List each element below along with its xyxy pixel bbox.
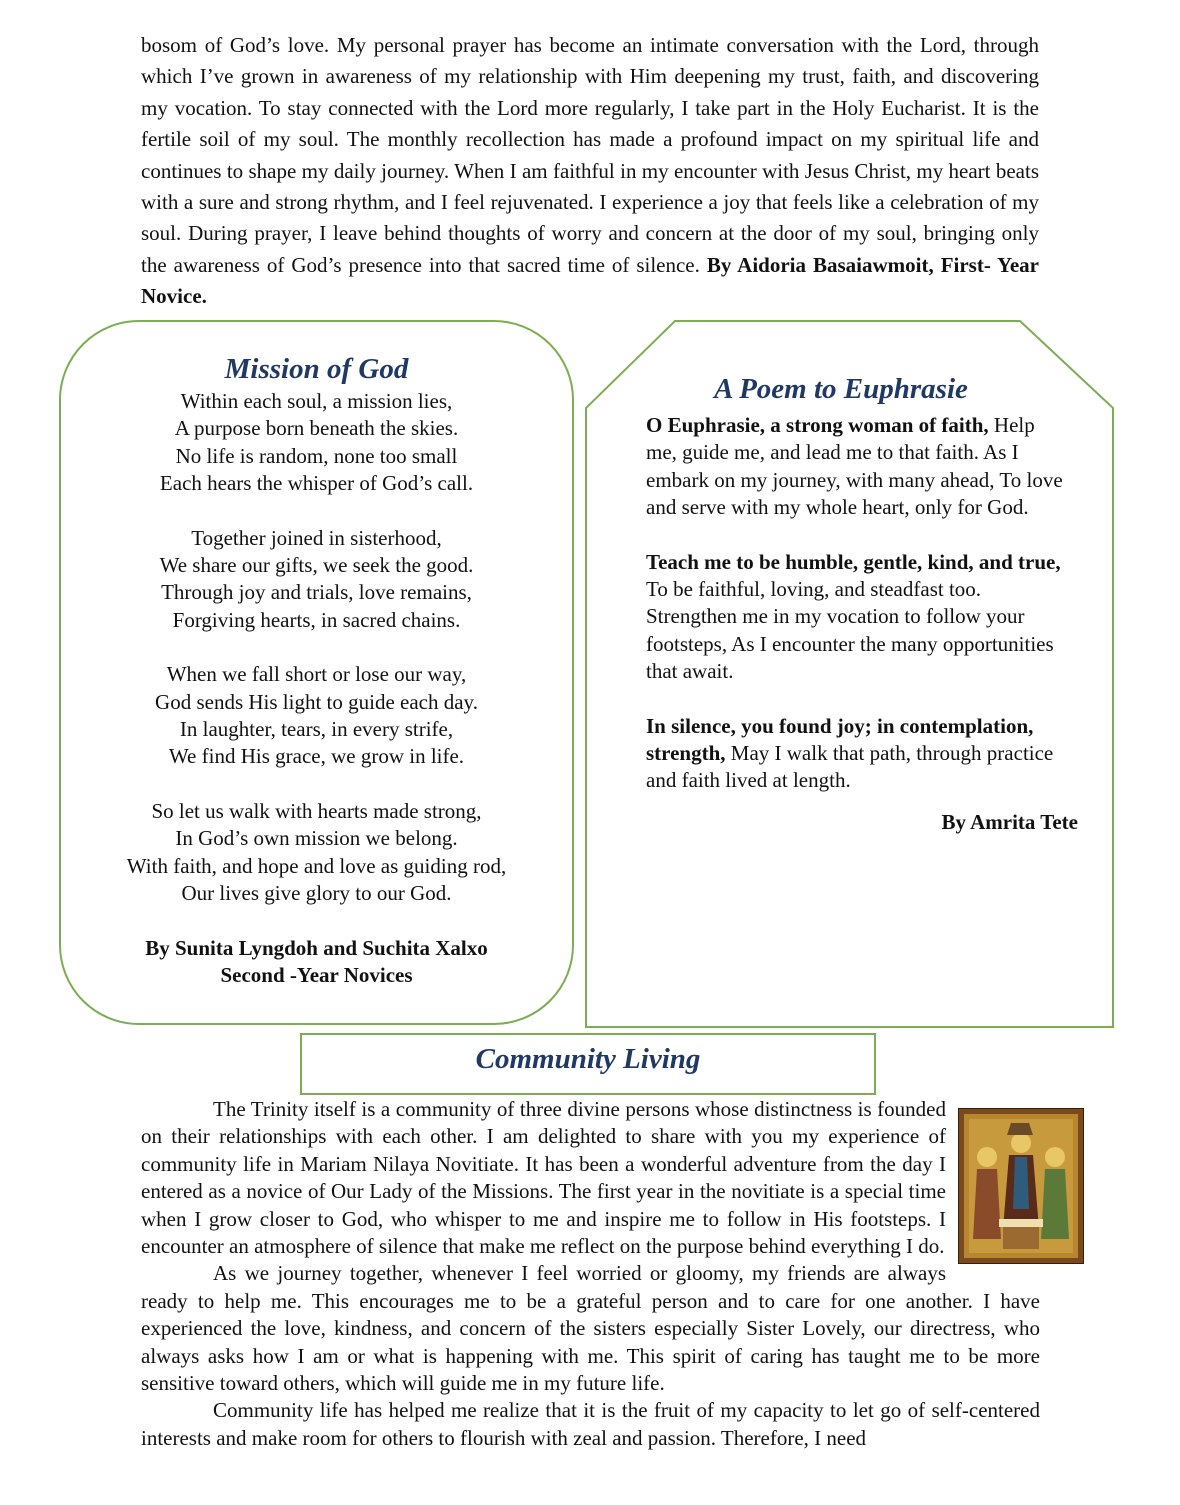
- poem-line: Together joined in sisterhood,: [191, 525, 442, 550]
- poem-line: A purpose born beneath the skies.: [174, 416, 459, 441]
- community-paragraph: The Trinity itself is a community of three divine persons whose distinctness is founded on their relationships with each other. I am delighted to share with you my experience of community life in Mariam Nilaya Novitiate. It has been a wonderful adventure from the day I entered as a novice of Our Lady of the Missions. The first year in the novitiate is a special time when I grow closer to God, who whisper to me and inspire me to follow in His footsteps. I encounter an atmosphere of silence that make me reflect on the purpose behind everything I do.: [141, 1097, 946, 1259]
- credit-line: By Sunita Lyngdoh and Suchita Xalxo: [145, 935, 488, 960]
- community-paragraph: As we journey together, whenever I feel worried or gloomy, my friends are always ready to help me. This encourages me to be a grateful person and to care for one another. I have experienced the love, kindness, and concern of the sisters especially Sister Lovely, our directress, who always asks how I am or what is happening with me. This spirit of caring has taught me to be more sensitive toward others, which will guide me in my future life.: [141, 1261, 1040, 1396]
- intro-author: By Aidoria Basaiawmoit, First- Year Novice.: [141, 252, 1040, 309]
- poem-line: With faith, and hope and love as guiding rod,: [126, 853, 507, 878]
- poem-line: We find His grace, we grow in life.: [168, 744, 465, 769]
- poem-line: When we fall short or lose our way,: [166, 662, 467, 687]
- poem-line: No life is random, none too small: [175, 443, 458, 468]
- credit-line: Second -Year Novices: [220, 962, 413, 987]
- mission-poem: [80, 350, 553, 989]
- poem-stanza: [646, 412, 1066, 522]
- community-article: [141, 1096, 1040, 1452]
- poem-stanza-lead: In silence, you found joy; in contemplation, strength,: [646, 713, 1034, 766]
- poem-stanza: [80, 525, 553, 635]
- poem-stanza-body: To be faithful, loving, and steadfast too. Strengthen me in my vocation to follow your footsteps, As I encounter the many opportunities that await.: [646, 577, 1054, 684]
- poem-line: We share our gifts, we seek the good.: [159, 553, 474, 578]
- poem-line: Each hears the whisper of God’s call.: [159, 471, 474, 496]
- poem-line: Forgiving hearts, in sacred chains.: [172, 607, 461, 632]
- poem-stanza: [80, 798, 553, 908]
- intro-text: bosom of God’s love. My personal prayer has become an intimate conversation with the Lord, through which I’ve grown in awareness of my relationship with Him deepening my trust, faith, and discovering my vocation. To stay connected with the Lord more regularly, I take part in the Holy Eucharist. It is the fertile soil of my soul. The monthly recollection has made a profound impact on my spiritual life and continues to shape my daily journey. When I am faithful in my encounter with Jesus Christ, my heart beats with a sure and strong rhythm, and I feel rejuvenated. I experience a joy that feels like a celebration of my soul. During prayer, I leave behind thoughts of worry and concern at the door of my soul, bringing only the awareness of God’s presence into that sacred time of silence.: [141, 33, 1039, 277]
- poem-line: In God’s own mission we belong.: [175, 826, 458, 851]
- poem-line: In laughter, tears, in every strife,: [179, 717, 454, 742]
- poem-line: God sends His light to guide each day.: [155, 689, 478, 714]
- poem-stanza-lead: O Euphrasie, a strong woman of faith,: [646, 413, 989, 437]
- poem-line: Within each soul, a mission lies,: [180, 389, 453, 413]
- community-heading-box: [300, 1033, 876, 1095]
- poem-line: Our lives give glory to our God.: [181, 881, 452, 906]
- trinity-icon-image: [958, 1108, 1084, 1264]
- poem-stanza: [646, 549, 1066, 686]
- poem-stanza: [646, 713, 1066, 795]
- intro-paragraph: [141, 30, 1039, 313]
- community-paragraph: Community life has helped me realize that it is the fruit of my capacity to let go of self-centered interests and make room for others to flourish with zeal and passion. Therefore, I need: [141, 1398, 1040, 1450]
- mission-poem-credit: [80, 935, 553, 990]
- poem-stanza-lead: Teach me to be humble, gentle, kind, and true,: [646, 549, 1061, 574]
- euphrasie-poem-author: By Amrita Tete: [941, 809, 1078, 834]
- mission-poem-title: Mission of God: [224, 353, 409, 385]
- poem-stanza-body: May I walk that path, through practice and faith lived at length.: [646, 741, 1054, 793]
- community-heading: Community Living: [475, 1043, 701, 1075]
- euphrasie-poem-title: A Poem to Euphrasie: [714, 373, 968, 405]
- poem-line: So let us walk with hearts made strong,: [151, 798, 482, 823]
- euphrasie-poem: [646, 370, 1078, 836]
- poem-stanza: [80, 661, 553, 771]
- poem-stanza: [80, 388, 553, 498]
- poem-line: Through joy and trials, love remains,: [161, 580, 472, 605]
- poem-stanza-body: Help me, guide me, and lead me to that faith. As I embark on my journey, with many ahead, To love and serve with my whole heart, only for God.: [646, 413, 1063, 520]
